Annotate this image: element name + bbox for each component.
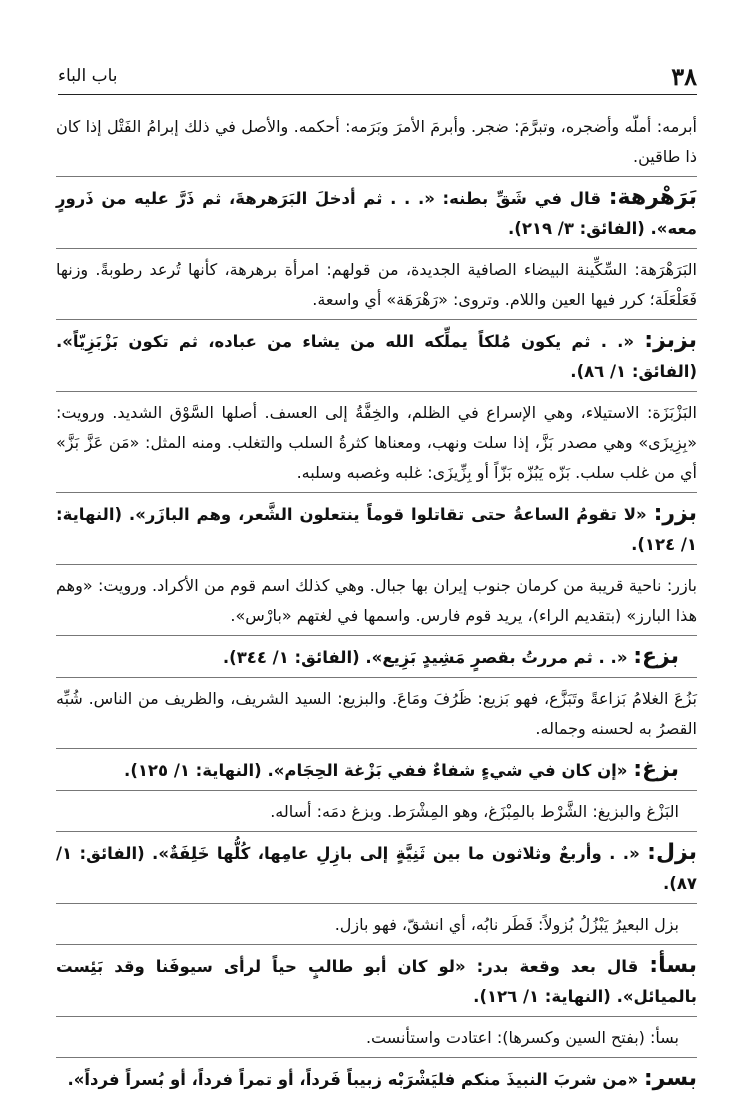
entry-paragraph: [56, 838, 697, 899]
entry-paragraph: [56, 1064, 697, 1095]
entry-text: «من شربَ النبيذَ منكم فليَشْرَبْه زبيباً فَرداً، أو تمراً فرداً، أو بُسراً فرداً».: [67, 1070, 644, 1089]
divider: [56, 391, 697, 392]
divider: [56, 748, 697, 749]
divider: [56, 492, 697, 493]
note-paragraph: البَزْبَزَة: الاستيلاء، وهي الإسراع في الظلم، والخِفَّةُ إلى العسف. أصلها السَّوْق الشديد. ورويت: «بِزِيزَى» وهي مصدر بَزَّ، إذا سلت ونهب، ومعناها كثرةُ السلب والتغلب. ومنه المثل: «مَن عَزَّ بَزَّ» أي من غلب سلب. بَزّه يَبُزّه بَزّاً أو بِزِّيزَى: غلبه وغصبه وسلبه.: [56, 403, 697, 482]
entry-headword: بَرَهْرهة:: [608, 185, 697, 210]
entry-text: «. . ثم مررتُ بقصرٍ مَشِيدٍ بَزِيع». (الفائق: ١/ ٣٤٤).: [222, 648, 634, 667]
divider: [56, 319, 697, 320]
divider: [56, 677, 697, 678]
page-number: ٣٨: [671, 62, 697, 91]
entry-paragraph: [56, 642, 697, 673]
note-paragraph: أبرمه: أملّه وأضجره، وتبرَّمَ: ضجر. وأبرمَ الأمرَ وبَرَمه: أحكمه. والأصل في ذلك إبرامُ الفَتْل إذا كان ذا طاقين.: [56, 117, 697, 166]
entry-text: «. . ثم يكون مُلكاً يملِّكه الله من يشاء من عباده، ثم تكون بَزْبَزِيّاً». (الفائق: ١/ ٨٦).: [56, 332, 697, 381]
note-paragraph: بزل البعيرُ يَبْزُلُ بُزولاً: فَطَر نابُه، أي انشقّ، فهو بازل.: [334, 915, 679, 934]
divider: [56, 635, 697, 636]
entry-text: «إن كان في شيءٍ شفاءٌ ففي بَزْغة الحِجَام». (النهاية: ١/ ١٢٥).: [124, 761, 634, 780]
entry-text: قال في شَقِّ بطنه: «. . . ثم أدخلَ البَرَهرهةَ، ثم ذَرَّ عليه من ذَرورٍ معه». (الفائق: ٣/ ٢١٩).: [56, 189, 697, 238]
entry-headword: بزغ:: [633, 757, 679, 782]
entry-headword: بزل:: [647, 840, 697, 865]
entry-headword: بسأ:: [649, 953, 697, 978]
divider: [56, 944, 697, 945]
entry-headword: بزر:: [653, 501, 697, 526]
note-paragraph: بَزُعَ الغلامُ بَزاعةً وتَبَزَّع، فهو بَزيع: ظَرُفَ ومَاعَ. والبزيع: السيد الشريف، والظريف من الناس. شُبِّه القصرُ به لحسنه وجماله.: [56, 689, 697, 738]
entry-text: قال بعد وقعة بدر: «لو كان أبو طالبٍ حياً لرأى سيوفَنا وقد بَئِست بالميائل». (النهاية: ١/ ١٢٦).: [56, 957, 697, 1006]
entry-text: «. . وأربعٌ وثلاثون ما بين ثَنِيَّةٍ إلى بازِلِ عامِها، كُلُّها خَلِفَةٌ». (الفائق: ١/ ٨٧).: [56, 844, 697, 893]
page-content: [56, 112, 697, 1091]
divider: [56, 831, 697, 832]
divider: [56, 790, 697, 791]
divider: [56, 248, 697, 249]
entry-headword: بزبز:: [644, 328, 697, 353]
note-paragraph: بسأ: (بفتح السين وكسرها): اعتادت واستأنست.: [365, 1028, 679, 1047]
note-paragraph: البَرَهْرَهة: السِّكِّينة البيضاء الصافية الجديدة، من قولهم: امرأة برهرهة، كأنها تُرعد رطوبةً. وزنها فَعَلْعَلَة؛ كرر فيها العين واللام. وتروى: «رَهْرَهَة» أي واسعة.: [56, 260, 697, 309]
divider: [56, 564, 697, 565]
divider: [56, 1016, 697, 1017]
section-title: باب الباء: [58, 66, 118, 86]
entry-headword: بزع:: [633, 644, 679, 669]
divider: [56, 903, 697, 904]
entry-paragraph: [56, 499, 697, 560]
entry-paragraph: [56, 183, 697, 244]
entry-headword: بسر:: [643, 1066, 697, 1091]
divider: [56, 1057, 697, 1058]
entry-paragraph: [56, 951, 697, 1012]
note-paragraph: بازر: ناحية قريبة من كرمان جنوب إيران بها جبال. وهي كذلك اسم قوم من الأكراد. ورويت: «وهم هذا البارز» (بتقديم الراء)، يريد قوم فارس. واسمها في لغتهم «بارْس».: [56, 576, 697, 625]
entry-paragraph: [56, 755, 697, 786]
note-paragraph: البَزْغ والبزيغ: الشَّرْط بالمِبْزَغ، وهو المِشْرَط. وبزغ دمَه: أساله.: [270, 802, 679, 821]
page-header: [58, 58, 697, 95]
entry-text: «لا تقومُ الساعةُ حتى تقاتلوا قوماً ينتعلون الشَّعر، وهم البازَر». (النهاية: ١/ ١٢٤).: [56, 505, 697, 554]
entry-paragraph: [56, 326, 697, 387]
divider: [56, 176, 697, 177]
